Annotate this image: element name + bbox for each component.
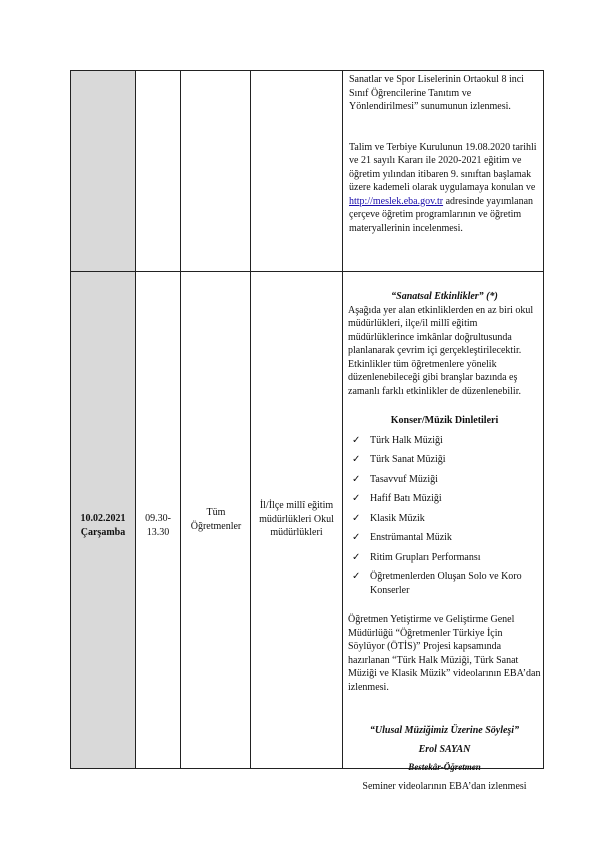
check-icon: ✓: [352, 493, 361, 504]
paragraph-text: adresinde yayımlanan çerçeve öğretim programlarının ve öğretim materyallerinin incelenmesi.: [349, 195, 534, 234]
seminar-note: Seminer videolarının EBA’dan izlenmesi: [362, 780, 527, 792]
music-list: [348, 434, 541, 598]
column-border: [180, 70, 181, 769]
column-border: [135, 70, 136, 769]
check-icon: ✓: [352, 473, 361, 485]
date-text: 10.02.2021: [80, 513, 126, 524]
participants-text: Tüm Öğretmenler: [190, 507, 242, 532]
music-item-label: Türk Sanat Müziği: [370, 454, 446, 465]
music-list-item: [348, 473, 541, 487]
concert-heading: Konser/Müzik Dinletileri: [390, 415, 499, 426]
column-border: [70, 70, 71, 769]
row1-activity-cell: [349, 73, 539, 235]
music-item-label: Tasavvuf Müziği: [370, 473, 438, 485]
otis-paragraph: Öğretmen Yetiştirme ve Geliştirme Genel Müdürlüğü “Öğretmenler Türkiye İçin Söylüyor (ÖTİS)” Projesi kapsamında hazırlanan “Türk Halk Müziği, Türk Sanat Müziği ve Klasik Müzik” videolarının EBA’dan izlenmesi.: [348, 614, 541, 693]
participants-cell: [184, 506, 248, 533]
music-list-item: [348, 531, 541, 545]
time-end: 13.30: [146, 526, 170, 538]
check-icon: ✓: [352, 512, 361, 524]
paragraph-text: Talim ve Terbiye Kurulunun 19.08.2020 tarihli ve 21 sayılı Kararı ile 2020-2021 eğitim ve öğretim yılından itibaren 9. sınıftan başlamak üzere kademeli olarak uygulamaya konulan ve: [349, 141, 537, 193]
schedule-table: [70, 70, 544, 792]
music-list-item: [348, 551, 541, 565]
time-cell: [137, 512, 179, 539]
check-icon: ✓: [352, 532, 361, 543]
check-icon: ✓: [352, 571, 361, 582]
activity-intro: Aşağıda yer alan etkinliklerden en az biri okul müdürlükleri, ilçe/il millî eğitim müdürlüklerince imkânlar doğrultusunda planlanarak çevrim içi gerçekleştirilecektir. Etkinlikler tüm öğretmenlere yönelik düzenlenebileceği gibi branşlar bazında eş zamanlı farklı etkinlikler de düzenlenebilir.: [348, 304, 534, 397]
time-start: 09.30-: [145, 513, 171, 524]
music-list-item: [348, 512, 541, 526]
music-item-label: Klasik Müzik: [370, 512, 425, 524]
music-list-item: [348, 434, 541, 448]
table-top-border: [70, 70, 544, 71]
talk-title: “Ulusal Müziğimiz Üzerine Söyleşi”: [369, 725, 520, 736]
row2-activity-cell: [348, 290, 541, 793]
music-item-label: Türk Halk Müziği: [370, 434, 443, 446]
column-border: [250, 70, 251, 769]
music-list-item: [348, 570, 541, 597]
music-item-label: Enstrümantal Müzik: [370, 532, 452, 543]
column-border: [543, 70, 544, 769]
date-column-shading: [71, 71, 135, 768]
music-item-label: Hafif Batı Müziği: [370, 493, 442, 504]
music-item-label: Öğretmenlerden Oluşan Solo ve Koro Konserler: [370, 571, 522, 596]
check-icon: ✓: [352, 434, 361, 446]
row-divider: [70, 271, 544, 272]
speaker-name: Erol SAYAN: [418, 743, 471, 755]
eba-meslek-link[interactable]: http://meslek.eba.gov.tr: [349, 195, 444, 207]
music-item-label: Ritim Grupları Performansı: [370, 551, 481, 563]
responsible-text: İl/İlçe millî eğitim müdürlükleri Okul müdürlükleri: [259, 500, 334, 538]
activity-paragraph: Sanatlar ve Spor Liselerinin Ortaokul 8 inci Sınıf Öğrencilerine Tanıtım ve Yönlendirilmesi” sunumunun izlenmesi.: [349, 74, 524, 112]
date-cell: [72, 512, 134, 539]
column-border: [342, 70, 343, 769]
music-list-item: [348, 453, 541, 467]
speaker-role: Bestekâr-Öğretmen: [408, 762, 481, 772]
activity-paragraph: [349, 141, 539, 236]
responsible-cell: [252, 499, 341, 540]
day-text: Çarşamba: [80, 526, 126, 538]
check-icon: ✓: [352, 454, 361, 465]
activity-title: “Sanatsal Etkinlikler” (*): [391, 291, 498, 302]
check-icon: ✓: [352, 551, 361, 563]
music-list-item: [348, 492, 541, 506]
